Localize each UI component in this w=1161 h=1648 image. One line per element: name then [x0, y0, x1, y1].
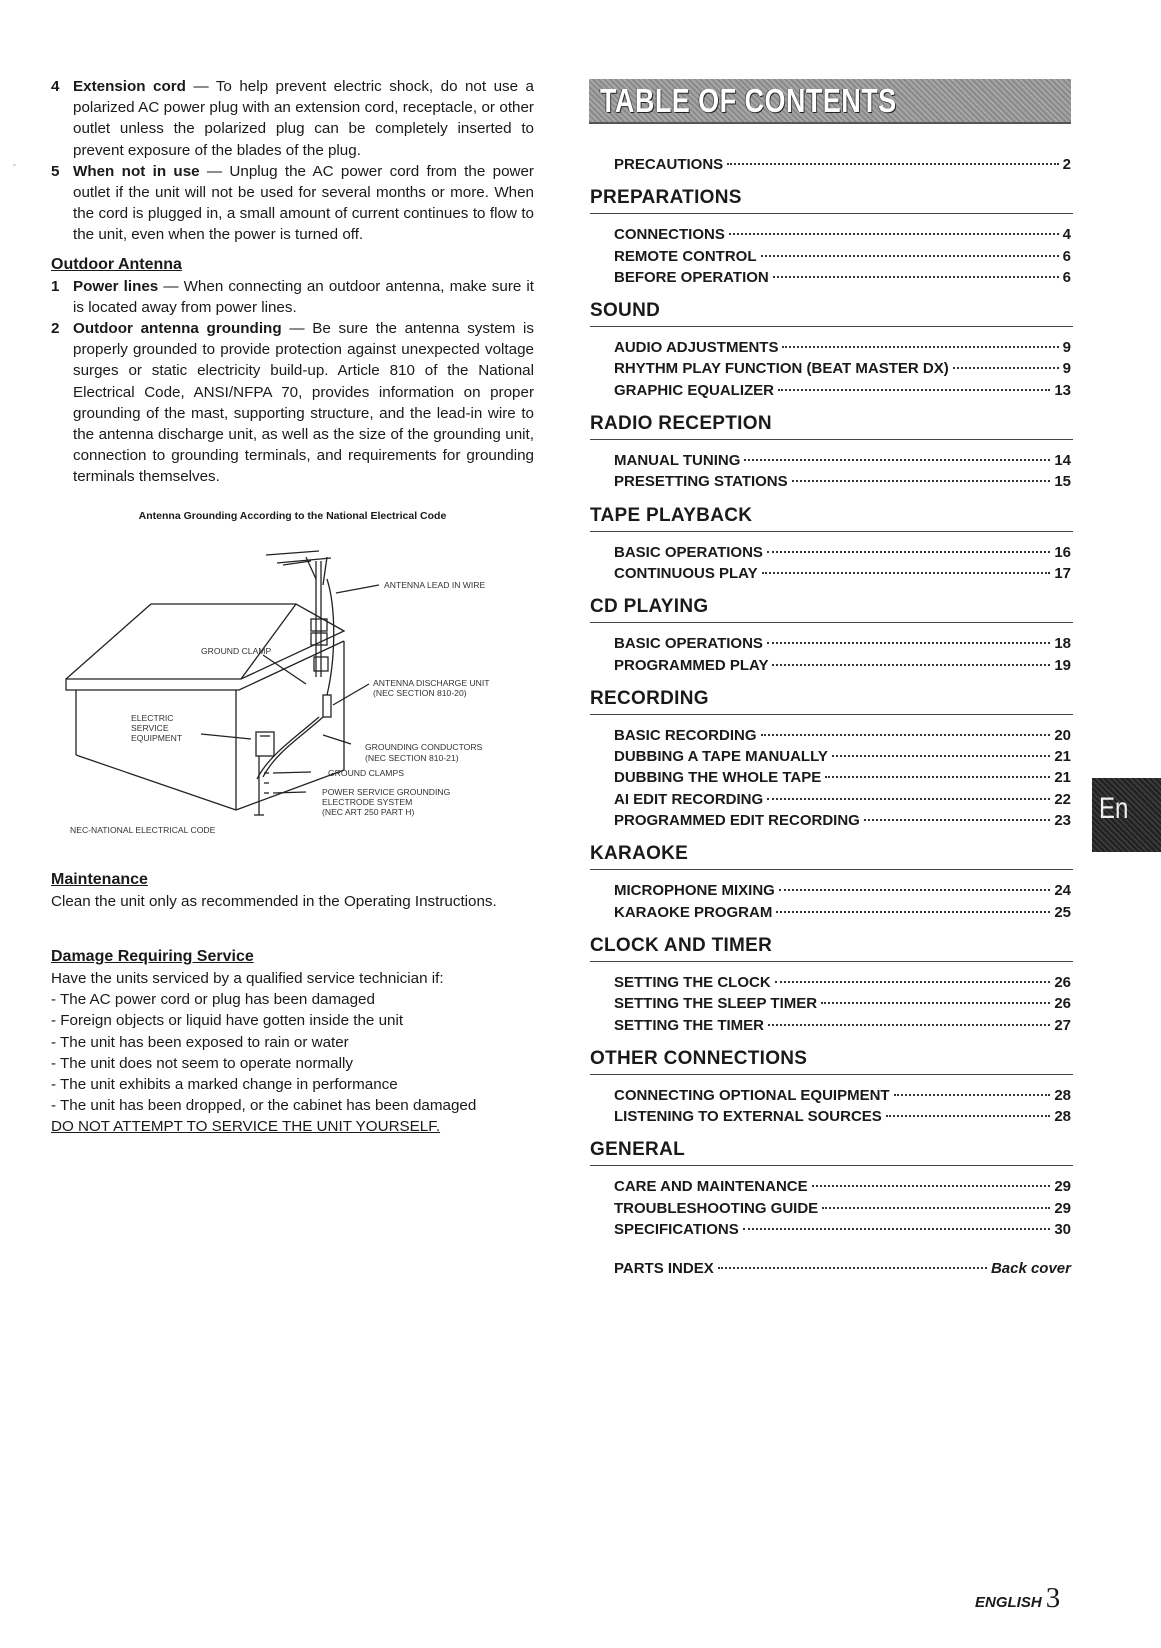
item-description: — Be sure the antenna system is properly grounded to provide protection against unexpected voltage surges or static electricity build-up. Article 810 of the National Electrical Code, ANSI/NFPA 70, provides information on proper grounding of the mast, supporting structure, and the lead-in wire to the antenna discharge unit, as well as the size of the grounding unit, connection to grounding terminals, and requirements for grounding terminals themselves. [73, 320, 534, 486]
toc-entry-page: 16 [1054, 543, 1071, 561]
toc-entry-page: 29 [1054, 1199, 1071, 1217]
toc-entry-title: BEFORE OPERATION [614, 268, 769, 286]
toc-entry-page: 9 [1062, 339, 1071, 357]
toc-entry-title: MANUAL TUNING [614, 452, 741, 470]
toc-entry[interactable] [590, 1106, 1073, 1127]
item-number: 4 [51, 78, 60, 95]
toc-entry-title: CONTINUOUS PLAY [614, 564, 758, 582]
toc-dot-leader [792, 480, 1051, 482]
toc-entry[interactable] [590, 154, 1073, 175]
toc-dot-leader [761, 734, 1051, 736]
toc-entry[interactable] [590, 810, 1073, 831]
toc-entry-page: 20 [1054, 726, 1071, 744]
toc-entry-title: SETTING THE SLEEP TIMER [614, 995, 818, 1013]
toc-dot-leader [727, 163, 1058, 165]
toc-group [590, 1046, 1073, 1128]
toc-entry-page: 25 [1054, 903, 1071, 921]
toc-entry[interactable] [590, 450, 1073, 471]
toc-entry-title: TROUBLESHOOTING GUIDE [614, 1199, 819, 1217]
toc-entry[interactable] [590, 224, 1073, 245]
toc-entry[interactable] [590, 902, 1073, 923]
numbered-item [51, 318, 534, 488]
toc-dot-leader [886, 1115, 1051, 1117]
toc-entry-title: REMOTE CONTROL [614, 247, 757, 265]
item-term: Outdoor antenna grounding [73, 320, 282, 338]
toc-section-heading: GENERAL [590, 1137, 1073, 1166]
toc-entry-page: 4 [1062, 226, 1071, 244]
left-column [51, 76, 534, 1138]
label-nec-art: (NEC ART 250 PART H) [322, 806, 415, 817]
toc-banner [589, 79, 1071, 124]
toc-dot-leader [822, 1207, 1050, 1209]
toc-group [590, 1137, 1073, 1240]
damage-heading: Damage Requiring Service [51, 948, 254, 966]
toc-entry-title: CONNECTIONS [614, 226, 725, 244]
item-description: — To help prevent electric shock, do not use a polarized AC power plug with an extension cord, receptacle, or other outlet unless the polarized plug can be completely inserted to prevent exposure of the blades of the plug. [73, 78, 534, 159]
toc-section-heading: TAPE PLAYBACK [590, 503, 1073, 532]
maintenance-heading: Maintenance [51, 870, 148, 888]
toc-entry-title: PROGRAMMED PLAY [614, 656, 769, 674]
toc-entry[interactable] [590, 1085, 1073, 1106]
damage-intro: Have the units serviced by a qualified service technician if: [51, 970, 444, 988]
antenna-grounding-figure [51, 527, 534, 859]
toc-dot-leader [779, 889, 1050, 891]
toc-dot-leader [775, 981, 1051, 983]
toc-entry[interactable] [590, 789, 1073, 810]
toc-entry-page: Back cover [990, 1260, 1071, 1278]
toc-entry-title: BASIC OPERATIONS [614, 635, 763, 653]
toc-dot-leader [864, 819, 1050, 821]
toc-dot-leader [767, 551, 1050, 553]
language-tab [1092, 778, 1161, 852]
table-of-contents [590, 154, 1073, 1290]
toc-entry[interactable] [590, 246, 1073, 267]
toc-dot-leader [821, 1002, 1050, 1004]
toc-entry[interactable] [590, 358, 1073, 379]
footer-language: ENGLISH [975, 1594, 1042, 1611]
item-term: Extension cord [73, 78, 186, 95]
toc-entry-title: AUDIO ADJUSTMENTS [614, 339, 779, 357]
toc-entry-title: SPECIFICATIONS [614, 1221, 739, 1239]
toc-entry-title: RHYTHM PLAY FUNCTION (BEAT MASTER DX) [614, 360, 949, 378]
toc-group [590, 933, 1073, 1036]
toc-entry-page: 6 [1062, 247, 1071, 265]
toc-entry-page: 15 [1054, 473, 1071, 491]
toc-dot-leader [768, 1024, 1050, 1026]
damage-item: - The unit does not seem to operate normally [51, 1054, 353, 1072]
toc-entry[interactable] [590, 337, 1073, 358]
maintenance-text: Clean the unit only as recommended in the Operating Instructions. [51, 892, 497, 910]
toc-dot-leader [782, 346, 1058, 348]
toc-group [590, 1258, 1073, 1279]
toc-entry[interactable] [590, 993, 1073, 1014]
toc-dot-leader [767, 642, 1050, 644]
figure-caption: Antenna Grounding According to the National Electrical Code [138, 509, 447, 522]
label-ground-clamps: GROUND CLAMPS [328, 767, 404, 778]
toc-dot-leader [729, 233, 1059, 235]
toc-entry-page: 30 [1054, 1221, 1071, 1239]
toc-entry-title: MICROPHONE MIXING [614, 882, 775, 900]
toc-entry-page: 13 [1054, 381, 1071, 399]
toc-dot-leader [761, 255, 1059, 257]
scan-speck: ° [13, 164, 16, 171]
toc-entry-title: PROGRAMMED EDIT RECORDING [614, 812, 860, 830]
toc-entry[interactable] [590, 972, 1073, 993]
item-text [73, 76, 534, 161]
toc-dot-leader [767, 798, 1050, 800]
label-grounding-conductors: GROUNDING CONDUCTORS [365, 741, 483, 752]
item-term: When not in use [73, 162, 200, 180]
toc-entry-title: DUBBING THE WHOLE TAPE [614, 769, 822, 787]
toc-dot-leader [743, 1228, 1051, 1230]
toc-entry[interactable] [590, 633, 1073, 654]
outdoor-antenna-items [51, 276, 534, 488]
toc-entry[interactable] [590, 725, 1073, 746]
toc-section-heading: SOUND [590, 298, 1073, 327]
toc-section-heading: KARAOKE [590, 841, 1073, 870]
toc-title: TABLE OF CONTENTS [600, 82, 897, 119]
toc-entry[interactable] [590, 1198, 1073, 1219]
toc-entry[interactable] [590, 1219, 1073, 1240]
page-footer [975, 1582, 1060, 1615]
toc-group [590, 686, 1073, 831]
toc-entry-page: 23 [1054, 812, 1071, 830]
toc-section-heading: RECORDING [590, 686, 1073, 715]
toc-entry[interactable] [590, 880, 1073, 901]
toc-entry[interactable] [590, 746, 1073, 767]
item-number: 5 [51, 162, 60, 180]
toc-entry[interactable] [590, 1015, 1073, 1036]
toc-section-heading: OTHER CONNECTIONS [590, 1046, 1073, 1075]
toc-group [590, 594, 1073, 676]
toc-dot-leader [778, 389, 1050, 391]
label-service: SERVICE [131, 722, 169, 733]
label-discharge-section: (NEC SECTION 810-20) [373, 687, 467, 698]
precaution-items [51, 76, 534, 246]
damage-list [51, 989, 534, 1116]
toc-dot-leader [762, 572, 1051, 574]
toc-entry-page: 28 [1054, 1108, 1071, 1126]
toc-entry-page: 22 [1054, 790, 1071, 808]
toc-entry-page: 28 [1054, 1086, 1071, 1104]
toc-dot-leader [832, 755, 1050, 757]
toc-entry-page: 6 [1062, 268, 1071, 286]
toc-section-heading: CLOCK AND TIMER [590, 933, 1073, 962]
item-number: 1 [51, 277, 60, 295]
toc-entry-page: 27 [1054, 1016, 1071, 1034]
toc-dot-leader [894, 1094, 1051, 1096]
damage-item: - The unit has been dropped, or the cabinet has been damaged [51, 1097, 477, 1115]
toc-dot-leader [772, 664, 1050, 666]
item-text [73, 161, 534, 246]
label-power-service: POWER SERVICE GROUNDING [322, 786, 451, 797]
toc-entry-title: SETTING THE CLOCK [614, 973, 771, 991]
damage-item: - The AC power cord or plug has been damaged [51, 991, 375, 1009]
toc-entry[interactable] [590, 471, 1073, 492]
toc-group [590, 503, 1073, 585]
label-grounding-section: (NEC SECTION 810-21) [365, 752, 459, 763]
toc-entry-title: GRAPHIC EQUALIZER [614, 381, 775, 399]
label-ground-clamp: GROUND CLAMP [201, 645, 272, 656]
toc-entry-title: AI EDIT RECORDING [614, 790, 764, 808]
toc-entry-title: LISTENING TO EXTERNAL SOURCES [614, 1108, 882, 1126]
damage-item: - Foreign objects or liquid have gotten inside the unit [51, 1012, 404, 1030]
toc-dot-leader [812, 1185, 1051, 1187]
toc-entry-page: 9 [1062, 360, 1071, 378]
toc-group [590, 185, 1073, 288]
toc-dot-leader [953, 367, 1059, 369]
toc-group [590, 298, 1073, 401]
toc-dot-leader [825, 776, 1050, 778]
toc-section-heading: RADIO RECEPTION [590, 411, 1073, 440]
toc-entry[interactable] [590, 1258, 1073, 1279]
toc-entry-page: 26 [1054, 995, 1071, 1013]
service-warning: DO NOT ATTEMPT TO SERVICE THE UNIT YOURSELF. [51, 1118, 441, 1136]
toc-entry[interactable] [590, 380, 1073, 401]
damage-item: - The unit exhibits a marked change in performance [51, 1076, 398, 1094]
toc-entry-page: 21 [1054, 769, 1071, 787]
label-electric: ELECTRIC [131, 712, 174, 723]
toc-entry[interactable] [590, 1176, 1073, 1197]
item-number: 2 [51, 320, 60, 338]
language-tab-label: En [1099, 792, 1129, 825]
toc-entry-title: KARAOKE PROGRAM [614, 903, 773, 921]
toc-entry-title: CARE AND MAINTENANCE [614, 1178, 808, 1196]
item-description: — When connecting an outdoor antenna, make sure it is located away from power lines. [73, 277, 534, 316]
toc-entry-title: DUBBING A TAPE MANUALLY [614, 748, 828, 766]
page-number: 3 [1045, 1582, 1061, 1614]
toc-entry-title: PRECAUTIONS [614, 156, 724, 173]
label-equipment: EQUIPMENT [131, 732, 183, 743]
toc-group [590, 154, 1073, 175]
outdoor-antenna-heading: Outdoor Antenna [51, 255, 182, 273]
toc-entry[interactable] [590, 542, 1073, 563]
toc-entry-page: 19 [1054, 656, 1071, 674]
toc-entry-page: 26 [1054, 973, 1071, 991]
toc-entry-page: 29 [1054, 1178, 1071, 1196]
toc-section-heading: CD PLAYING [590, 594, 1073, 623]
toc-section-heading: PREPARATIONS [590, 185, 1073, 214]
label-nec-code: NEC-NATIONAL ELECTRICAL CODE [70, 824, 216, 835]
toc-entry[interactable] [590, 563, 1073, 584]
toc-entry-title: SETTING THE TIMER [614, 1016, 764, 1034]
toc-entry-title: BASIC OPERATIONS [614, 543, 763, 561]
item-text [73, 276, 534, 318]
toc-dot-leader [718, 1267, 987, 1269]
toc-entry-page: 18 [1054, 635, 1071, 653]
toc-entry-page: 21 [1054, 748, 1071, 766]
item-term: Power lines [73, 277, 159, 295]
item-text [73, 318, 534, 488]
item-description: — Unplug the AC power cord from the power outlet if the unit will not be used for several months or more. When the cord is plugged in, a small amount of current continues to flow to the unit, even when the power is turned off. [73, 162, 534, 244]
toc-entry-page: 24 [1054, 882, 1071, 900]
damage-item: - The unit has been exposed to rain or water [51, 1033, 349, 1051]
toc-entry-page: 14 [1054, 452, 1071, 470]
toc-dot-leader [776, 911, 1050, 913]
toc-dot-leader [773, 276, 1059, 278]
label-electrode-system: ELECTRODE SYSTEM [322, 796, 413, 807]
toc-entry[interactable] [590, 267, 1073, 288]
numbered-item [51, 276, 534, 318]
toc-entry[interactable] [590, 655, 1073, 676]
toc-dot-leader [744, 459, 1050, 461]
toc-entry-title: PRESETTING STATIONS [614, 473, 788, 491]
toc-entry-page: 2 [1062, 156, 1071, 173]
numbered-item [51, 161, 534, 246]
toc-entry-page: 17 [1054, 564, 1071, 582]
toc-entry-title: PARTS INDEX [614, 1260, 714, 1278]
numbered-item [51, 76, 534, 161]
label-lead-in: ANTENNA LEAD IN WIRE [384, 579, 486, 590]
toc-group [590, 411, 1073, 493]
toc-entry[interactable] [590, 767, 1073, 788]
toc-group [590, 841, 1073, 923]
toc-entry-title: BASIC RECORDING [614, 726, 757, 744]
toc-entry-title: CONNECTING OPTIONAL EQUIPMENT [614, 1086, 890, 1104]
label-discharge-unit: ANTENNA DISCHARGE UNIT [373, 677, 490, 688]
